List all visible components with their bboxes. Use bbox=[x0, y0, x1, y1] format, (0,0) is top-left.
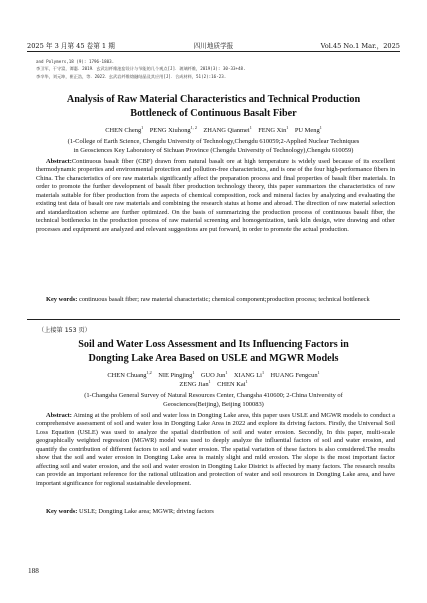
article1-title bbox=[27, 93, 400, 121]
article2-title-line1: Soil and Water Loss Assessment and Its Influencing Factors in bbox=[78, 339, 349, 350]
article1-authors bbox=[36, 124, 391, 136]
keywords-text: USLE; Dongting Lake area; MGWR; driving factors bbox=[77, 508, 214, 515]
article1-abstract bbox=[36, 158, 395, 234]
author-affiliation-mark: 1 bbox=[261, 369, 265, 375]
article2-title bbox=[27, 338, 400, 366]
keywords-label: Key words: bbox=[46, 508, 78, 515]
author-name: XIANG Li bbox=[233, 372, 262, 379]
author-name: CHEN Chuang bbox=[107, 372, 147, 379]
journal-name: 四川地质学报 bbox=[193, 42, 234, 50]
article2-authors bbox=[36, 369, 391, 389]
abstract-text: Continuous basalt fiber (CBF) drawn from natural basalt ore at high temperature is widely used because of its excellent thermodynamic properties and environmental protection and pollution-free characteristics, and is one of the four high-performance fibers in China. The characteristics of ore raw materials significantly affect the preparation process and final properties of basalt fiber materials. In order to promote the further development of basalt fiber production technology theory, this paper summarizes the characteristics of raw materials suitable for fiber production from the aspects of chemical composition, rock and mineral facies by analyzing and evaluating the existing test data of basalt ore raw materials and combining the research status at home and abroad. The direction of raw material selection and standardization scheme are further optimized. On the basis of summarizing the production process of continuous basalt fiber, the technical bottlenecks in the production process of raw material screening and homogenization, tank kiln design, wire drawing and other processes and equipment are analyzed and relevant suggestions are put forward, in order to promote the actual production. bbox=[36, 158, 395, 233]
author-name: ZHANG Qianmei bbox=[203, 127, 250, 134]
article2-abstract bbox=[36, 412, 395, 488]
affiliation-line: (1-Changsha General Survey of Natural Resources Center, Changsha 410600; 2-China University of bbox=[84, 392, 343, 399]
author-affiliation-mark: 1 bbox=[208, 378, 211, 384]
author-affiliation-mark: 1 bbox=[141, 124, 144, 130]
author-name: FENG Xin bbox=[258, 127, 287, 134]
abstract-text: Aiming at the problem of soil and water loss in Dongting Lake area, this paper uses USLE and MGWR models to conduct a comprehensive assessment of soil and water loss in Dongting Lake Area in 2022 and explore its driving factors. Firstly, the Universal Soil Loss Equation (USLE) was used to analyze the spatial distribution of soil and water erosion. Secondly, In this paper, multi-scale geographically weighted regression (MGWR) model was used to deeply analyze the influential factors of soil and water erosion, and quantify the contribution of different factors to soil and water erosion. The spatial variation of these factors is also considered.The results show that the soil and water erosion in Dongting Lake area is mainly slight and mild erosion. The slope is the most important factor affecting soil and water erosion, and the soil and water erosion in Dongting Lake District is affected by many factors. The research results can provide an important reference for the rational utilization and protection of water and soil resources in Dongting Lake area, and have important significance for regional sustainable development. bbox=[36, 412, 395, 487]
article2-affiliation bbox=[34, 392, 393, 409]
author-name: CHEN Kai bbox=[217, 380, 246, 388]
article1-affiliation bbox=[30, 138, 397, 155]
article1-title-line1: Analysis of Raw Material Characteristics and Technical Production bbox=[66, 94, 361, 105]
affiliation-line: (1-College of Earth Science, Chengdu University of Technology,Chengdu 610059;2-Applied Nuclear Techniques bbox=[67, 138, 360, 145]
author-name: GUO Jun bbox=[200, 372, 226, 379]
author-affiliation-mark: 1 bbox=[317, 369, 320, 375]
article2-authors-line2 bbox=[36, 378, 391, 390]
abstract-label: Abstract: bbox=[46, 412, 72, 419]
author-affiliation-mark: 1,2 bbox=[146, 369, 152, 375]
header-rule bbox=[27, 51, 400, 52]
author-affiliation-mark: 1 bbox=[225, 369, 228, 375]
author-name: CHEN Cheng bbox=[105, 127, 142, 134]
author-name: PU Meng bbox=[294, 127, 320, 134]
reference-list bbox=[36, 58, 396, 80]
affiliation-line: in Geosciences Key Laboratory of Sichuan Province (Chengdu University of Technology),Chengdu 610059) bbox=[73, 146, 354, 154]
reference-item: and Polymers,18 (9): 1796-1803. bbox=[36, 59, 115, 64]
keywords-text: continuous basalt fiber; raw material characteristic; chemical component;production process; technical bottleneck bbox=[77, 296, 370, 303]
author-name: PENG Xiuhong bbox=[149, 127, 191, 134]
article-separator bbox=[27, 319, 400, 320]
author-affiliation-mark: 1, 2 bbox=[190, 124, 197, 130]
issue-info-cn: 2025 年 3 月第 45 卷第 1 期 bbox=[27, 42, 115, 50]
keywords-label: Key words: bbox=[46, 296, 78, 303]
author-affiliation-mark: 1 bbox=[249, 124, 252, 130]
running-header bbox=[27, 40, 400, 50]
article1-title-line2: Bottleneck of Continuous Basalt Fiber bbox=[130, 108, 297, 120]
article2-keywords bbox=[36, 508, 395, 516]
continued-from-note: （上接第 153 页） bbox=[38, 327, 91, 334]
abstract-label: Abstract: bbox=[46, 158, 72, 165]
author-name: HUANG Fengcun bbox=[270, 372, 318, 379]
author-affiliation-mark: 1 bbox=[319, 124, 322, 130]
reference-item: 李卒华，刘元坤，崔正浩，等．2022．玄武岩纤维熔融结晶及其应用[J]．合成材料，51(2):16-23. bbox=[36, 73, 227, 79]
author-name: NIE Pingjing bbox=[158, 372, 193, 379]
article1-keywords bbox=[36, 296, 395, 304]
reference-item: 李卫军，于守富，谭惠．2019．玄武岩纤维池窑设计与节能的几个观点[J]．玻璃纤维，2019(3): 30-33+48. bbox=[36, 66, 246, 72]
author-affiliation-mark: 1 bbox=[286, 124, 289, 130]
author-affiliation-mark: 1 bbox=[245, 378, 248, 384]
issue-info-en: Vol.45 No.1 Mar.，2025 bbox=[320, 42, 400, 50]
affiliation-line: Geosciences(Beijing), Beijing 100083) bbox=[163, 400, 264, 408]
page-number: 188 bbox=[28, 567, 39, 575]
author-affiliation-mark: 1 bbox=[192, 369, 195, 375]
article2-title-line2: Dongting Lake Area Based on USLE and MGWR Models bbox=[88, 353, 339, 365]
author-name: ZENG Jian bbox=[179, 380, 209, 388]
